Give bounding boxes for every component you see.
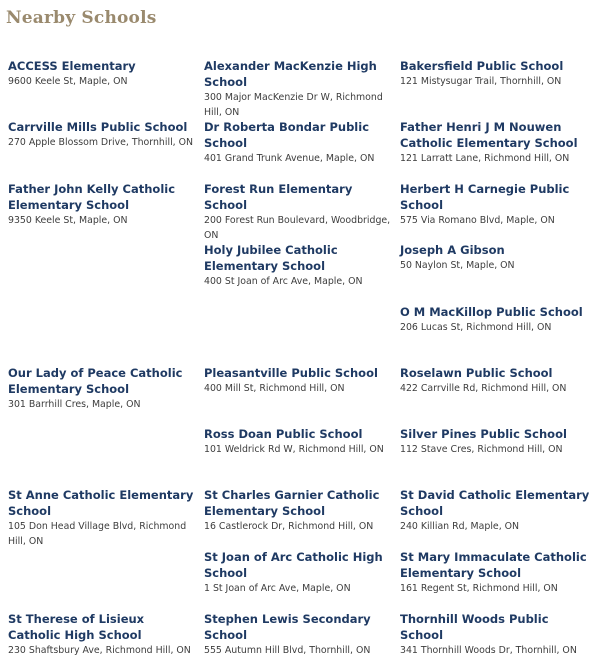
school-address: 161 Regent St, Richmond Hill, ON: [400, 583, 558, 594]
school-address: 422 Carrville Rd, Richmond Hill, ON: [400, 383, 567, 394]
school-link[interactable]: ACCESS Elementary: [8, 59, 136, 73]
school-address: 121 Larratt Lane, Richmond Hill, ON: [400, 153, 570, 164]
school-address: 300 Major MacKenzie Dr W, Richmond Hill, ON: [204, 92, 383, 118]
school-address: 301 Barrhill Cres, Maple, ON: [8, 399, 141, 410]
school-item: [204, 58, 396, 120]
school-item: [400, 119, 592, 166]
school-link[interactable]: Ross Doan Public School: [204, 427, 363, 441]
school-address: 16 Castlerock Dr, Richmond Hill, ON: [204, 521, 374, 532]
school-item: [400, 181, 592, 228]
school-link[interactable]: Bakersfield Public School: [400, 59, 564, 73]
school-address: 240 Killian Rd, Maple, ON: [400, 521, 520, 532]
page-title: Nearby Schools: [6, 8, 157, 28]
school-link[interactable]: Father John Kelly Catholic Elementary School: [8, 182, 176, 212]
school-link[interactable]: Pleasantville Public School: [204, 366, 378, 380]
school-address: 121 Mistysugar Trail, Thornhill, ON: [400, 76, 562, 87]
school-item: [204, 242, 396, 289]
school-item: [204, 426, 396, 457]
school-link[interactable]: Thornhill Woods Public School: [400, 612, 549, 642]
school-link[interactable]: Joseph A Gibson: [400, 243, 505, 257]
school-address: 101 Weldrick Rd W, Richmond Hill, ON: [204, 444, 384, 455]
school-item: [204, 181, 396, 243]
school-link[interactable]: Carrville Mills Public School: [8, 120, 188, 134]
school-item: [204, 119, 396, 166]
school-item: [400, 58, 592, 89]
school-address: 9350 Keele St, Maple, ON: [8, 215, 128, 226]
school-address: 555 Autumn Hill Blvd, Thornhill, ON: [204, 645, 371, 656]
school-item: [204, 487, 396, 534]
school-link[interactable]: Silver Pines Public School: [400, 427, 567, 441]
school-address: 401 Grand Trunk Avenue, Maple, ON: [204, 153, 375, 164]
school-address: 1 St Joan of Arc Ave, Maple, ON: [204, 583, 351, 594]
school-link[interactable]: St Joan of Arc Catholic High School: [204, 550, 383, 580]
school-item: [204, 365, 396, 396]
school-link[interactable]: St David Catholic Elementary School: [400, 488, 590, 518]
school-link[interactable]: Dr Roberta Bondar Public School: [204, 120, 370, 150]
school-link[interactable]: St Therese of Lisieux Catholic High School: [8, 612, 145, 642]
school-item: [400, 242, 592, 273]
school-link[interactable]: St Charles Garnier Catholic Elementary School: [204, 488, 380, 518]
school-link[interactable]: Forest Run Elementary School: [204, 182, 353, 212]
school-item: [8, 119, 200, 150]
school-address: 575 Via Romano Blvd, Maple, ON: [400, 215, 555, 226]
school-item: [8, 487, 200, 549]
school-link[interactable]: Roselawn Public School: [400, 366, 553, 380]
school-item: [204, 549, 396, 596]
school-address: 400 St Joan of Arc Ave, Maple, ON: [204, 276, 363, 287]
school-address: 341 Thornhill Woods Dr, Thornhill, ON: [400, 645, 577, 656]
school-item: [400, 426, 592, 457]
school-address: 9600 Keele St, Maple, ON: [8, 76, 128, 87]
school-link[interactable]: Herbert H Carnegie Public School: [400, 182, 570, 212]
school-link[interactable]: St Anne Catholic Elementary School: [8, 488, 194, 518]
school-item: [400, 304, 592, 335]
school-address: 200 Forest Run Boulevard, Woodbridge, ON: [204, 215, 391, 241]
school-item: [400, 549, 592, 596]
school-address: 206 Lucas St, Richmond Hill, ON: [400, 322, 552, 333]
school-item: [400, 365, 592, 396]
school-item: [400, 487, 592, 534]
school-address: 112 Stave Cres, Richmond Hill, ON: [400, 444, 563, 455]
school-link[interactable]: Stephen Lewis Secondary School: [204, 612, 371, 642]
school-link[interactable]: Alexander MacKenzie High School: [204, 59, 377, 89]
school-link[interactable]: Father Henri J M Nouwen Catholic Elementary School: [400, 120, 578, 150]
school-item: [400, 611, 592, 658]
school-address: 400 Mill St, Richmond Hill, ON: [204, 383, 345, 394]
school-item: [8, 611, 200, 658]
school-address: 270 Apple Blossom Drive, Thornhill, ON: [8, 137, 194, 148]
school-item: [8, 181, 200, 228]
school-link[interactable]: St Mary Immaculate Catholic Elementary School: [400, 550, 587, 580]
school-address: 50 Naylon St, Maple, ON: [400, 260, 515, 271]
school-item: [8, 365, 200, 412]
school-link[interactable]: Our Lady of Peace Catholic Elementary School: [8, 366, 183, 396]
school-address: 230 Shaftsbury Ave, Richmond Hill, ON: [8, 645, 191, 656]
school-link[interactable]: Holy Jubilee Catholic Elementary School: [204, 243, 338, 273]
school-address: 105 Don Head Village Blvd, Richmond Hill, ON: [8, 521, 187, 547]
school-item: [8, 58, 200, 89]
school-link[interactable]: O M MacKillop Public School: [400, 305, 583, 319]
school-item: [204, 611, 396, 658]
